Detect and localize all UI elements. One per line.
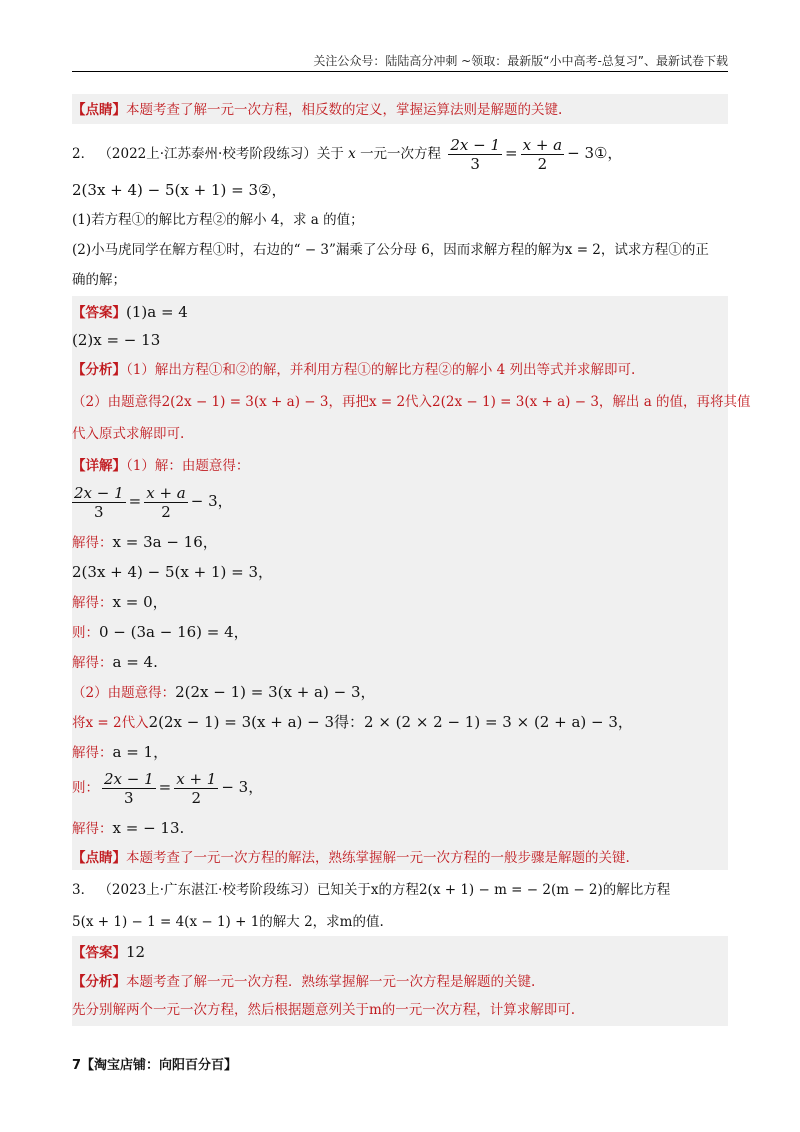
q2-detail2-sub: 将x = 2代入2(2x − 1) = 3(x + a) − 3得：2 × (2 × 2 − 1) = 3 × (2 + a) − 3， — [72, 713, 633, 731]
q2-eq2: 2(3x + 4) − 5(x + 1) = 3②， — [72, 181, 287, 199]
q2-detail-sol2: 解得：x = 0， — [72, 593, 168, 611]
page-header: 关注公众号：陆陆高分冲刺 ~领取：最新版“小中高考-总复习”、最新试卷下载 — [313, 54, 728, 68]
q2-detail-then: 则：0 − (3a − 16) = 4， — [72, 623, 249, 641]
q2-detail2-then: 则： $\frac{2x - 1}{3}$ = $\frac{x + 1}{2}$ − 3， — [72, 770, 264, 807]
q3-stem-line1 — [72, 880, 728, 900]
detail-tag: 【详解】 — [72, 458, 126, 474]
q1-comment — [72, 100, 728, 120]
q2-answer1 — [72, 302, 728, 323]
stem-text: 关于 — [316, 146, 344, 162]
stem-variable: x — [348, 146, 356, 162]
fraction: $\frac{2x - 1}{3}$ — [74, 484, 124, 521]
q2-analysis1 — [72, 360, 728, 380]
question-source: （2022上·江苏泰州·校考阶段练习） — [98, 146, 317, 162]
question-number: 3． — [72, 882, 95, 898]
analysis-tag: 【分析】 — [72, 362, 126, 378]
header-rule — [72, 71, 728, 72]
answer-tag: 【答案】 — [72, 945, 126, 961]
question-source: （2023上·广东湛江·校考阶段练习） — [98, 882, 317, 898]
fraction: $\frac{x + 1}{2}$ — [176, 770, 217, 807]
stem-text: 已知关于x的方程2(x + 1) − m = − 2(m − 2)的解比方程 — [316, 882, 671, 898]
q2-answer2: (2)x = − 13 — [72, 331, 161, 349]
q2-comment — [72, 848, 728, 868]
q2-part2-line2: 确的解； — [72, 272, 126, 288]
answer-tag: 【答案】 — [72, 305, 126, 321]
q3-analysis1 — [72, 972, 728, 992]
detail-text: （1）解：由题意得： — [126, 458, 250, 474]
q2-detail2-sol2: 解得：x = − 13. — [72, 819, 185, 837]
q3-answer — [72, 942, 728, 963]
equals-sign: = — [505, 144, 518, 162]
q2-detail2-intro: （2）由题意得：2(2x − 1) = 3(x + a) − 3， — [72, 683, 376, 701]
comment-text: 本题考查了解一元一次方程，相反数的定义，掌握运算法则是解题的关键. — [126, 102, 563, 118]
question-number: 2． — [72, 146, 95, 162]
q2-analysis3: 代入原式求解即可. — [72, 426, 185, 442]
answer-value: (1)a = 4 — [126, 303, 188, 321]
comment-text: 本题考查了一元一次方程的解法，熟练掌握解一元一次方程的一般步骤是解题的关键. — [126, 850, 630, 866]
fraction: $\frac{x + a}{2}$ — [146, 484, 186, 521]
page-footer: 7【淘宝店铺：向阳百分百】 — [72, 1058, 238, 1073]
q2-stem — [72, 136, 728, 173]
q2-detail-equation: $\frac{2x - 1}{3}$ = $\frac{x + a}{2}$ − 3， — [74, 484, 233, 521]
q2-part1: (1)若方程①的解比方程②的解小 4，求 a 的值； — [72, 212, 364, 228]
q2-detail-sol1: 解得：x = 3a − 16， — [72, 533, 218, 551]
q2-detail-intro — [72, 456, 728, 476]
q2-detail-sol3: 解得：a = 4. — [72, 653, 158, 671]
answer-value: 12 — [126, 943, 146, 961]
fraction: $\frac{x + a}{2}$ — [522, 136, 563, 173]
q3-stem-line2: 5(x + 1) − 1 = 4(x − 1) + 1的解大 2，求m的值. — [72, 914, 384, 930]
analysis-text: （1）解出方程①和②的解，并利用方程①的解比方程②的解小 4 列出等式并求解即可. — [126, 362, 636, 378]
fraction: $\frac{2x - 1}{3}$ — [450, 136, 501, 173]
q2-analysis2: （2）由题意得2(2x − 1) = 3(x + a) − 3，再把x = 2代入2(2x − 1) = 3(x + a) − 3，解出 a 的值，再将其值 — [72, 394, 751, 410]
q2-part2-line1: (2)小马虎同学在解方程①时，右边的“ − 3”漏乘了公分母 6，因而求解方程的解为x = 2，试求方程①的正 — [72, 242, 709, 258]
fraction: $\frac{2x - 1}{3}$ — [104, 770, 154, 807]
equation-tail: − 3①， — [567, 144, 623, 162]
q2-detail2-sol1: 解得：a = 1， — [72, 743, 169, 761]
stem-text: 一元一次方程 — [360, 146, 442, 162]
q2-detail-eq2: 2(3x + 4) − 5(x + 1) = 3， — [72, 563, 274, 581]
comment-tag: 【点睛】 — [72, 850, 126, 866]
analysis-tag: 【分析】 — [72, 974, 126, 990]
analysis-text: 本题考查了解一元一次方程．熟练掌握解一元一次方程是解题的关键. — [126, 974, 536, 990]
comment-tag: 【点睛】 — [72, 102, 126, 118]
q3-analysis2: 先分别解两个一元一次方程，然后根据题意列关于m的一元一次方程，计算求解即可. — [72, 1002, 576, 1018]
